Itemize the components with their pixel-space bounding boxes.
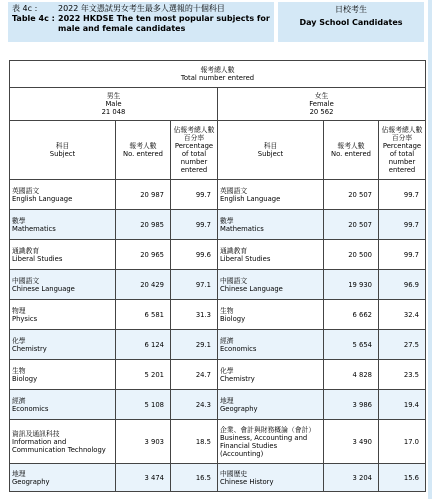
subject-zh: 經濟: [12, 396, 26, 405]
subject-zh: 通識教育: [12, 246, 40, 255]
female-percentage-cell: 19.4: [379, 390, 426, 420]
female-entered-cell: 3 490: [324, 420, 379, 464]
table-row: [10, 240, 426, 270]
subject-en: Chinese Language: [220, 284, 283, 293]
gender-header-row: [10, 88, 426, 121]
female-percentage-cell: 27.5: [379, 330, 426, 360]
subject-en: Business, Accounting and Financial Studies (Accounting): [220, 433, 308, 458]
female-percentage-cell: 99.7: [379, 240, 426, 270]
subject-en: Economics: [12, 404, 49, 413]
subject-en: Liberal Studies: [12, 254, 63, 263]
male-entered-cell: 20 965: [116, 240, 171, 270]
male-percentage-cell: 97.1: [171, 270, 218, 300]
male-entered-cell: 5 108: [116, 390, 171, 420]
male-percentage-header: [171, 121, 218, 180]
male-entered-header: [116, 121, 171, 180]
subject-zh: 中國歷史: [220, 469, 248, 478]
zh-table-label: 表 4c :: [12, 4, 38, 13]
male-subject-cell: [10, 464, 116, 492]
male-entered-cell: 20 429: [116, 270, 171, 300]
female-subject-cell: [218, 180, 324, 210]
en-category: Day School Candidates: [299, 18, 403, 27]
table-row: [10, 210, 426, 240]
subject-en: Physics: [12, 314, 38, 323]
subject-zh: 地理: [220, 396, 234, 405]
subject-en: Geography: [220, 404, 258, 413]
entered-header-en: No. entered: [331, 150, 371, 158]
subject-en: Mathematics: [12, 224, 56, 233]
male-percentage-cell: 24.3: [171, 390, 218, 420]
female-subject-cell: [218, 420, 324, 464]
zh-category: 日校考生: [335, 5, 367, 14]
male-zh: 男生: [106, 92, 121, 100]
table-row: [10, 180, 426, 210]
subject-en: Information and Communication Technology: [12, 437, 106, 454]
subject-en: Chinese History: [220, 477, 274, 486]
female-subject-cell: [218, 270, 324, 300]
pct-header-zh: 佔報考總人數百分率: [173, 126, 215, 142]
subject-zh: 資訊及通訊科技: [12, 429, 60, 438]
subject-en: Economics: [220, 344, 257, 353]
decorative-edge-bar: [428, 0, 432, 499]
pct-header-en: Percentage of total number entered: [382, 142, 422, 174]
female-subject-cell: [218, 300, 324, 330]
table-row: [10, 330, 426, 360]
male-subject-cell: [10, 180, 116, 210]
female-subject-cell: [218, 464, 324, 492]
subject-en: English Language: [220, 194, 281, 203]
female-zh: 女生: [314, 92, 329, 100]
table-row: [10, 390, 426, 420]
male-entered-cell: 3 474: [116, 464, 171, 492]
subject-zh: 化學: [12, 336, 26, 345]
pct-header-zh: 佔報考總人數百分率: [381, 126, 423, 142]
total-header-row: [10, 61, 426, 88]
male-en: Male: [105, 100, 122, 108]
female-subject-cell: [218, 390, 324, 420]
popular-subjects-table: [9, 60, 426, 492]
pct-header-en: Percentage of total number entered: [174, 142, 214, 174]
subject-header-en: Subject: [257, 150, 284, 158]
female-entered-cell: 20 500: [324, 240, 379, 270]
zh-table-title: 2022 年文憑試男女考生最多人選報的十個科目: [58, 4, 225, 13]
male-subject-cell: [10, 360, 116, 390]
subject-zh: 物理: [12, 306, 26, 315]
subject-zh: 中國語文: [12, 276, 40, 285]
male-entered-cell: 20 985: [116, 210, 171, 240]
subject-en: Liberal Studies: [220, 254, 271, 263]
table-row: [10, 270, 426, 300]
male-percentage-cell: 31.3: [171, 300, 218, 330]
female-subject-cell: [218, 360, 324, 390]
male-percentage-cell: 99.7: [171, 210, 218, 240]
subject-zh: 地理: [12, 469, 26, 478]
male-subject-cell: [10, 330, 116, 360]
female-percentage-cell: 15.6: [379, 464, 426, 492]
subject-en: Chemistry: [12, 344, 47, 353]
subject-zh: 中國語文: [220, 276, 248, 285]
subject-zh: 英國語文: [12, 186, 40, 195]
table-row: [10, 464, 426, 492]
subject-zh: 生物: [220, 306, 234, 315]
table-row: [10, 420, 426, 464]
male-percentage-cell: 18.5: [171, 420, 218, 464]
subject-en: English Language: [12, 194, 73, 203]
subject-header-zh: 科目: [263, 142, 278, 150]
male-subject-cell: [10, 300, 116, 330]
subject-en: Chemistry: [220, 374, 255, 383]
female-header-cell: [218, 88, 426, 121]
subject-zh: 生物: [12, 366, 26, 375]
female-entered-cell: 20 507: [324, 210, 379, 240]
male-subject-cell: [10, 420, 116, 464]
male-subject-header: [10, 121, 116, 180]
female-subject-cell: [218, 240, 324, 270]
male-header-cell: [10, 88, 218, 121]
female-entered-cell: 5 654: [324, 330, 379, 360]
female-percentage-cell: 96.9: [379, 270, 426, 300]
female-percentage-cell: 99.7: [379, 180, 426, 210]
entered-header-zh: 報考人數: [337, 142, 365, 150]
entered-header-zh: 報考人數: [129, 142, 157, 150]
subject-zh: 化學: [220, 366, 234, 375]
female-subject-cell: [218, 210, 324, 240]
female-entered-cell: 19 930: [324, 270, 379, 300]
male-subject-cell: [10, 390, 116, 420]
table-title-box: [8, 2, 274, 42]
total-en: Total number entered: [180, 74, 255, 82]
male-percentage-cell: 99.6: [171, 240, 218, 270]
male-percentage-cell: 29.1: [171, 330, 218, 360]
male-entered-cell: 6 124: [116, 330, 171, 360]
subject-header-zh: 科目: [55, 142, 70, 150]
male-entered-cell: 6 581: [116, 300, 171, 330]
male-subject-cell: [10, 270, 116, 300]
female-percentage-cell: 32.4: [379, 300, 426, 330]
subject-en: Biology: [220, 314, 246, 323]
en-table-label: Table 4c :: [12, 14, 55, 23]
subject-zh: 通識教育: [220, 246, 248, 255]
female-entered-cell: 3 204: [324, 464, 379, 492]
male-subject-cell: [10, 240, 116, 270]
subject-en: Mathematics: [220, 224, 264, 233]
candidate-category-box: [278, 2, 424, 42]
male-percentage-cell: 16.5: [171, 464, 218, 492]
subject-zh: 英國語文: [220, 186, 248, 195]
subject-en: Biology: [12, 374, 38, 383]
male-entered-cell: 20 987: [116, 180, 171, 210]
total-header-cell: [10, 61, 426, 88]
male-percentage-cell: 24.7: [171, 360, 218, 390]
entered-header-en: No. entered: [123, 150, 163, 158]
female-entered-header: [324, 121, 379, 180]
female-entered-cell: 20 507: [324, 180, 379, 210]
table-row: [10, 360, 426, 390]
female-en: Female: [309, 100, 334, 108]
male-entered-cell: 5 201: [116, 360, 171, 390]
female-count: 20 562: [309, 108, 334, 116]
subject-header-en: Subject: [49, 150, 76, 158]
subject-en: Geography: [12, 477, 50, 486]
subject-zh: 數學: [220, 216, 234, 225]
female-percentage-cell: 99.7: [379, 210, 426, 240]
male-count: 21 048: [101, 108, 126, 116]
table-row: [10, 300, 426, 330]
female-percentage-cell: 23.5: [379, 360, 426, 390]
female-entered-cell: 3 986: [324, 390, 379, 420]
subject-zh: 經濟: [220, 336, 234, 345]
male-percentage-cell: 99.7: [171, 180, 218, 210]
total-zh: 報考總人數: [200, 66, 235, 74]
female-subject-cell: [218, 330, 324, 360]
subject-zh: 數學: [12, 216, 26, 225]
female-entered-cell: 4 828: [324, 360, 379, 390]
female-entered-cell: 6 662: [324, 300, 379, 330]
female-subject-header: [218, 121, 324, 180]
column-header-row: [10, 121, 426, 180]
male-subject-cell: [10, 210, 116, 240]
male-entered-cell: 3 903: [116, 420, 171, 464]
female-percentage-cell: 17.0: [379, 420, 426, 464]
en-table-title: 2022 HKDSE The ten most popular subjects for male and female candidates: [58, 14, 270, 33]
subject-en: Chinese Language: [12, 284, 75, 293]
subject-zh: 企業、會計與財務概論（會計）: [220, 425, 316, 434]
female-percentage-header: [379, 121, 426, 180]
